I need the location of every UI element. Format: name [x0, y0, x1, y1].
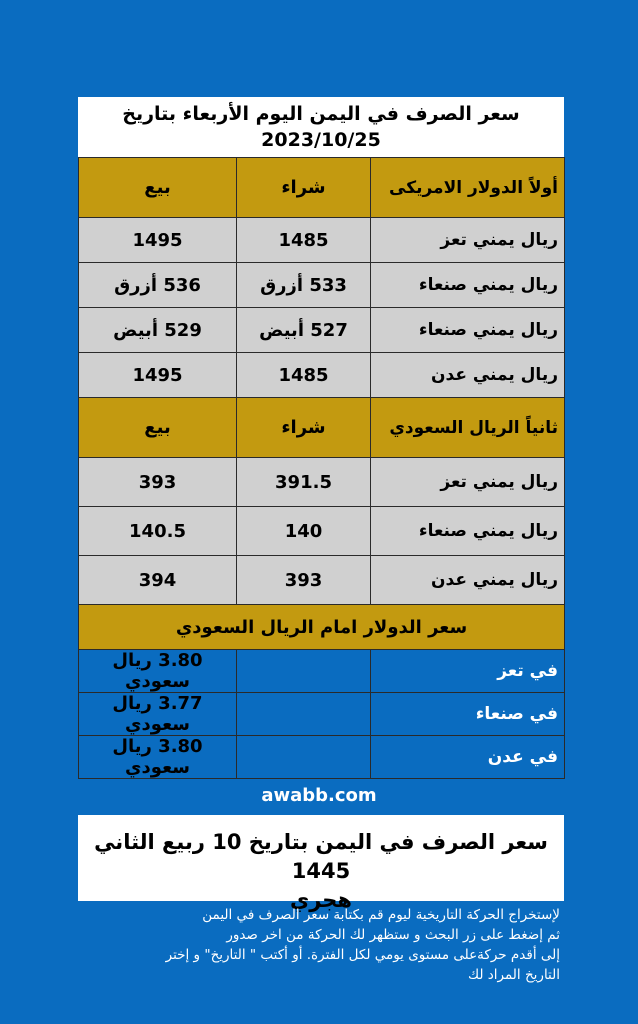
table-row	[79, 736, 565, 779]
city-name: في عدن	[371, 736, 565, 779]
table-row	[79, 218, 565, 263]
note-line: ثم إضغط على زر البحث و ستظهر لك الحركة من اخر صدور	[226, 927, 560, 943]
buy-value: 391.5	[237, 458, 371, 507]
note-line: لإستخراج الحركة التاريخية ليوم قم بكتابة سعر الصرف في اليمن	[202, 907, 560, 923]
sar-header-row	[79, 398, 565, 458]
rate-value: 3.80 ريال سعودي	[79, 736, 237, 779]
buy-value: 393	[237, 556, 371, 605]
sar-buy-header: شراء	[237, 398, 371, 458]
sell-value: 1495	[79, 353, 237, 398]
row-currency-name: ريال يمني تعز	[371, 458, 565, 507]
usd-header-row	[79, 158, 565, 218]
rates-card	[78, 97, 564, 779]
sell-value: 140.5	[79, 507, 237, 556]
site-url: awabb.com	[261, 785, 377, 806]
note-line: إلى أقدم حركةعلى مستوى يومي لكل الفترة. أو أكتب " التاريخ" و إختر	[165, 947, 560, 963]
hijri-line-2: هجري	[289, 888, 352, 912]
row-currency-name: ريال يمني صنعاء	[371, 507, 565, 556]
empty-cell	[237, 736, 371, 779]
table-row	[79, 650, 565, 693]
table-row	[79, 458, 565, 507]
usd-sar-section-title: سعر الدولار امام الريال السعودي	[79, 605, 565, 650]
buy-value: 533 أزرق	[237, 263, 371, 308]
buy-value: 1485	[237, 218, 371, 263]
hijri-line-1: سعر الصرف في اليمن بتاريخ 10 ربيع الثاني 1445	[94, 830, 548, 883]
usd-sar-header-row	[79, 605, 565, 650]
table-row	[79, 556, 565, 605]
sell-value: 393	[79, 458, 237, 507]
buy-value: 1485	[237, 353, 371, 398]
sell-value: 394	[79, 556, 237, 605]
empty-cell	[237, 650, 371, 693]
buy-value: 527 أبيض	[237, 308, 371, 353]
sell-value: 529 أبيض	[79, 308, 237, 353]
title-date: 2023/10/25	[261, 129, 381, 151]
sell-value: 536 أزرق	[79, 263, 237, 308]
usd-sell-header: بيع	[79, 158, 237, 218]
usd-buy-header: شراء	[237, 158, 371, 218]
row-currency-name: ريال يمني تعز	[371, 218, 565, 263]
empty-cell	[237, 693, 371, 736]
row-currency-name: ريال يمني عدن	[371, 353, 565, 398]
row-currency-name: ريال يمني صنعاء	[371, 263, 565, 308]
row-currency-name: ريال يمني صنعاء	[371, 308, 565, 353]
rate-value: 3.80 ريال سعودي	[79, 650, 237, 693]
page-title	[78, 97, 564, 157]
row-currency-name: ريال يمني عدن	[371, 556, 565, 605]
sar-section-title: ثانياً الريال السعودي	[371, 398, 565, 458]
rate-value: 3.77 ريال سعودي	[79, 693, 237, 736]
city-name: في تعز	[371, 650, 565, 693]
table-row	[79, 353, 565, 398]
table-row	[79, 693, 565, 736]
rates-table	[78, 157, 565, 779]
usd-section-title: أولاً الدولار الامريكى	[371, 158, 565, 218]
table-row	[79, 308, 565, 353]
table-row	[79, 507, 565, 556]
title-line-1: سعر الصرف في اليمن اليوم الأربعاء بتاريخ	[122, 103, 520, 125]
hijri-date-box	[78, 815, 564, 912]
table-row	[79, 263, 565, 308]
note-line: التاريخ المراد لك	[468, 967, 560, 983]
instructions-note	[60, 905, 560, 985]
city-name: في صنعاء	[371, 693, 565, 736]
sell-value: 1495	[79, 218, 237, 263]
sar-sell-header: بيع	[79, 398, 237, 458]
buy-value: 140	[237, 507, 371, 556]
